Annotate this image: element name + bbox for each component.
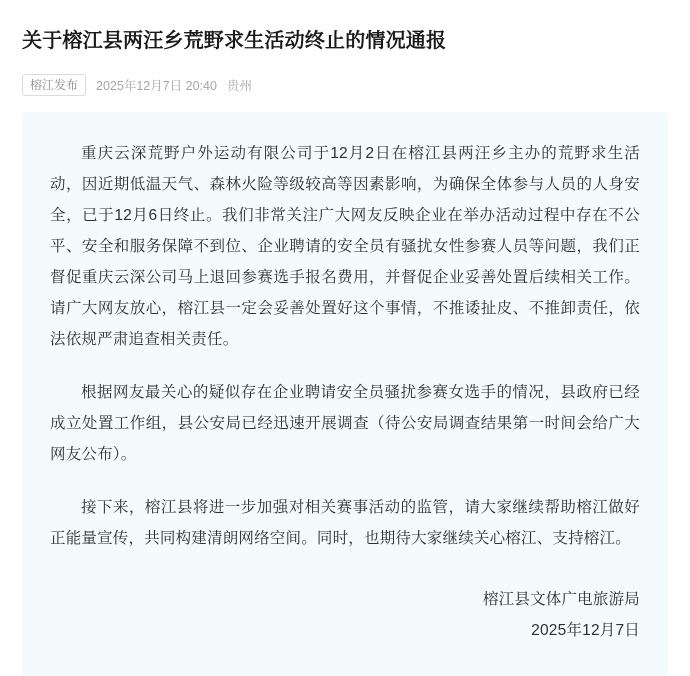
signature-issuer: 榕江县文体广电旅游局	[482, 591, 640, 608]
article-paragraph: 接下来，榕江县将进一步加强对相关赛事活动的监管，请大家继续帮助榕江做好正能量宣传，共同构建清朗网络空间。同时，也期待大家继续关心榕江、支持榕江。	[50, 499, 640, 547]
publish-timestamp: 2025年12月7日 20:40	[96, 79, 217, 93]
article-meta	[22, 74, 668, 96]
page-title: 关于榕江县两汪乡荒野求生活动终止的情况通报	[22, 30, 447, 52]
signature-date: 2025年12月7日	[531, 622, 640, 639]
notice-card	[22, 112, 668, 676]
article-paragraph: 重庆云深荒野户外运动有限公司于12月2日在榕江县两汪乡主办的荒野求生活动，因近期低温天气、森林火险等级较高等因素影响，为确保全体参与人员的人身安全，已于12月6日终止。我们非常关注广大网友反映企业在举办活动过程中存在不公平、安全和服务保障不到位、企业聘请的安全员有骚扰女性参赛人员等问题，我们正督促重庆云深公司马上退回参赛选手报名费用，并督促企业妥善处置后续相关工作。请广大网友放心，榕江县一定会妥善处置好这个事情，不推诿扯皮、不推卸责任，依法依规严肃追查相关责任。	[50, 145, 640, 348]
publish-location: 贵州	[226, 79, 252, 93]
source-badge[interactable]: 榕江发布	[22, 74, 86, 96]
article-paragraph: 根据网友最关心的疑似存在企业聘请安全员骚扰参赛女选手的情况，县政府已经成立处置工作组，县公安局已经迅速开展调查（待公安局调查结果第一时间会给广大网友公布）。	[50, 384, 640, 463]
